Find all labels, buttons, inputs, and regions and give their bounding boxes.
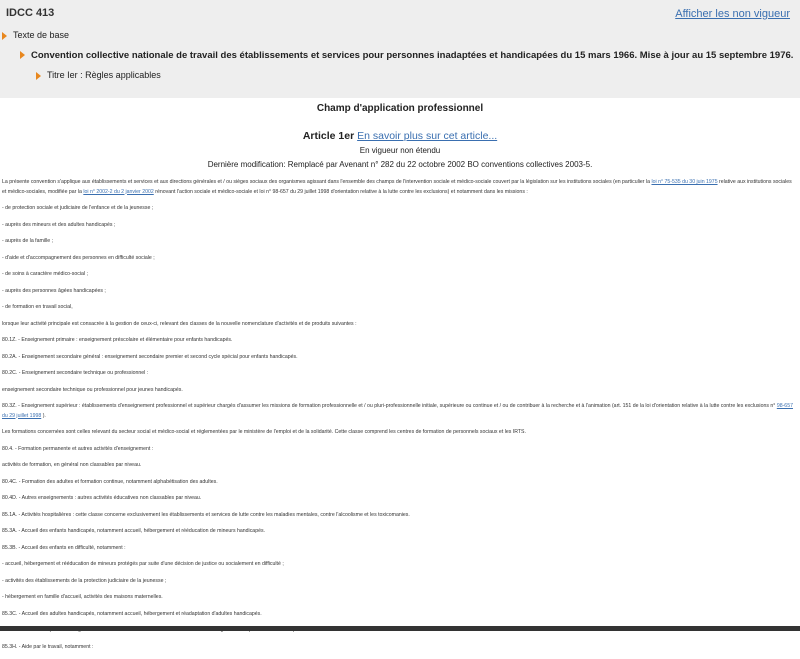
breadcrumb-convention[interactable]: [20, 50, 793, 61]
breadcrumb-label: Titre Ier : Règles applicables: [47, 70, 161, 80]
triangle-right-icon: [2, 32, 7, 40]
code-item: 80.1Z. - Enseignement primaire : enseignement préscolaire et élémentaire pour enfants handicapés.: [2, 337, 233, 343]
code-item: 80.4C. - Formation des adultes et formation continue, notamment alphabétisation des adultes.: [2, 478, 218, 485]
intro-text: La présente convention s'applique aux établissements et services et aux directions générales et / ou sièges sociaux des organismes agissant dans l'ensemble des champs de l'intervention sociale et médico-sociale couvert par la législation sur les institutions sociales (en particulier la: [2, 179, 651, 185]
mission-item: - de protection sociale et judiciaire de l'enfance et de la jeunesse ;: [2, 205, 154, 211]
loi-1998-link[interactable]: 98-657 du 29 juillet 1998: [2, 403, 793, 419]
code-item: 85.1A. - Activités hospitalières : cette classe concerne exclusivement les établissements et services de lutte contre les maladies mentales, contre l'alcoolisme et les toxicomanies.: [2, 511, 410, 518]
code-item: 80.4. - Formation permanente et autres activités d'enseignement :: [2, 445, 154, 452]
mission-item: - auprès des mineurs et des adultes handicapés ;: [2, 221, 116, 228]
triangle-right-icon: [36, 72, 41, 80]
mission-item: - d'aide et d'accompagnement des personnes en difficulté sociale ;: [2, 254, 155, 261]
idcc-label: IDCC 413: [6, 7, 55, 19]
breadcrumb-label: Texte de base: [13, 30, 70, 40]
bottom-divider: [0, 626, 800, 631]
intro-text: rénovant l'action sociale et médico-sociale et loi n° 98-657 du 29 juillet 1998 d'orientation relative à la lutte contre les exclusions) et notamment dans les missions :: [155, 188, 528, 195]
code-item: 85.3A. - Accueil des enfants handicapés, notamment accueil, hébergement et rééducation de mineurs handicapés.: [2, 528, 265, 534]
article-heading: [0, 130, 800, 142]
loi-2002-link[interactable]: loi n° 2002-2 du 2 janvier 2002: [83, 188, 154, 195]
code-item: 80.2A. - Enseignement secondaire général : enseignement secondaire premier et second cycle spécial pour enfants handicapés.: [2, 353, 298, 360]
section-title: Champ d'application professionnel: [316, 103, 484, 114]
breadcrumb-titre[interactable]: [36, 70, 161, 80]
show-non-vigueur-link[interactable]: Afficher les non vigueur: [675, 8, 790, 20]
code-item: - hébergement en famille d'accueil, activités des maisons maternelles.: [2, 594, 163, 600]
code-item: - activités des établissements de la protection judiciaire de la jeunesse ;: [2, 577, 167, 584]
mission-item: - de soins à caractère médico-social ;: [2, 271, 88, 277]
loi-1975-link[interactable]: loi n° 75-535 du 30 juin 1975: [651, 179, 718, 185]
code-text: 80.3Z. - Enseignement supérieur : établissements d'enseignement professionnel et supérieur chargés d'assumer les missions de formation professionnelle et / ou pluri-professionnelle initiale, supérieure ou continue et / ou de contribuer à la recherche et à l'animation (art. 151 de la loi d'orientation relative à la lutte contre les exclusions n°: [2, 403, 776, 409]
mission-item: - auprès des personnes âgées handicapées ;: [2, 287, 106, 294]
breadcrumb-texte-de-base[interactable]: [2, 30, 69, 40]
article-body: [2, 178, 794, 659]
article-last-modified: Dernière modification: Remplacé par Avenant n° 282 du 22 octobre 2002 BO conventions collectives 2003-5.: [207, 160, 593, 169]
code-text: ).: [42, 412, 46, 419]
code-item-803z: [2, 402, 794, 421]
article-status: En vigueur non étendu: [359, 146, 441, 155]
code-item: 80.4D. - Autres enseignements : autres activités éducatives non classables par niveau.: [2, 495, 202, 501]
code-item: 85.3H. - Aide par le travail, notamment :: [2, 643, 94, 650]
triangle-right-icon: [20, 51, 25, 59]
code-item: Les formations concernées sont celles relevant du secteur social et médico-social et réglementées par le ministère de l'emploi et de la solidarité. Cette classe comprend les centres de formation de personnels sociaux et les IRTS.: [2, 429, 526, 435]
breadcrumb-label: Convention collective nationale de travail des établissements et services pour personnes inadaptées et handicapées du 15 mars 1966. Mise à jour au 15 septembre 1976.: [31, 50, 794, 61]
code-item: - accueil, hébergement et rééducation de mineurs protégés par suite d'une décision de justice ou socialement en difficulté ;: [2, 561, 284, 567]
code-item: activités de formation, en général non classables par niveau.: [2, 462, 142, 468]
code-item: 80.2C. - Enseignement secondaire technique ou professionnel :: [2, 370, 149, 376]
header-panel: [0, 0, 800, 98]
code-item: enseignement secondaire technique ou professionnel pour jeunes handicapés.: [2, 386, 183, 393]
mission-item: - auprès de la famille ;: [2, 238, 54, 244]
article-title: Article 1er: [302, 130, 355, 142]
intro-paragraph: [2, 178, 794, 197]
article-more-link[interactable]: En savoir plus sur cet article...: [357, 130, 498, 142]
code-item: 85.3B. - Accueil des enfants en difficulté, notamment :: [2, 544, 126, 551]
mission-item: - de formation en travail social,: [2, 304, 73, 310]
code-item: 85.3C. - Accueil des adultes handicapés, notamment accueil, hébergement et réadaptation d'adultes handicapés.: [2, 610, 262, 617]
lorsque-paragraph: lorsque leur activité principale est consacrée à la gestion de ceux-ci, relevant des classes de la nouvelle nomenclature d'activités et de produits suivantes :: [2, 320, 357, 327]
intro-text: relative aux institutions sociales et médico-sociales, modifiée par la: [2, 179, 792, 195]
